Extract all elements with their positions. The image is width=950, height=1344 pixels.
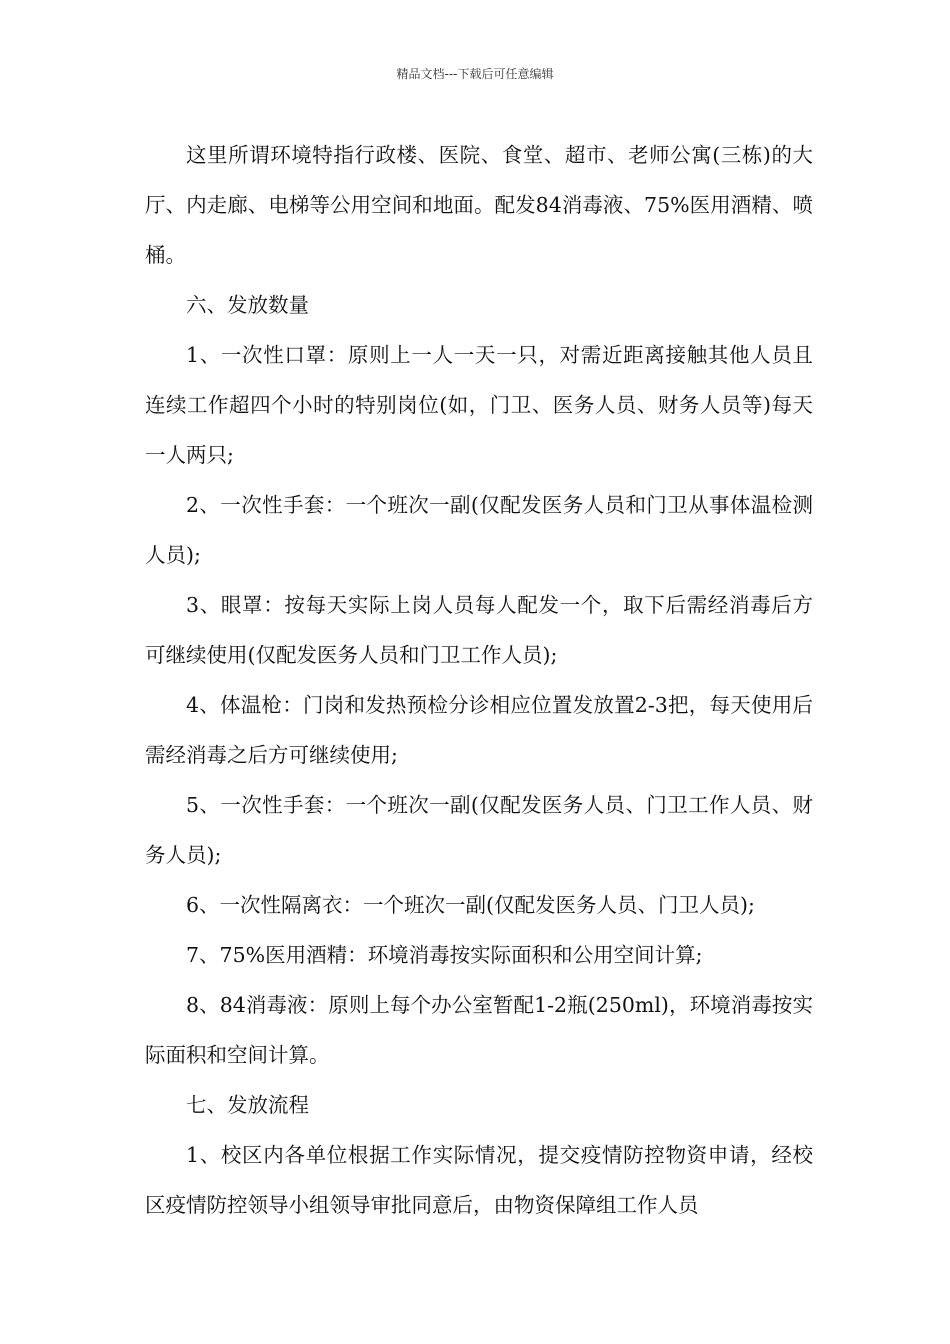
list-item-masks: 1、一次性口罩：原则上一人一天一只，对需近距离接触其他人员且连续工作超四个小时的特别岗位(如，门卫、医务人员、财务人员等)每天一人两只; — [145, 343, 813, 467]
list-item-alcohol: 7、75%医用酒精：环境消毒按实际面积和公用空间计算; — [186, 943, 703, 967]
list-item-gloves: 2、一次性手套：一个班次一副(仅配发医务人员和门卫从事体温检测人员); — [145, 493, 813, 567]
page-header: 精品文档---下载后可任意编辑 — [396, 67, 554, 81]
list-item-process-1: 1、校区内各单位根据工作实际情况，提交疫情防控物资申请，经校区疫情防控领导小组领导审批同意后，由物资保障组工作人员 — [145, 1143, 813, 1217]
list-item-isolation-gown: 6、一次性隔离衣：一个班次一副(仅配发医务人员、门卫人员); — [186, 893, 755, 917]
section-heading-process: 七、发放流程 — [186, 1093, 309, 1117]
list-item-thermometer: 4、体温枪：门岗和发热预检分诊相应位置发放置2-3把，每天使用后需经消毒之后方可继续使用; — [145, 693, 813, 767]
list-item-disinfectant: 8、84消毒液：原则上每个办公室暂配1-2瓶(250ml)，环境消毒按实际面积和空间计算。 — [145, 993, 813, 1067]
document-body — [145, 130, 813, 1230]
section-heading-quantity: 六、发放数量 — [186, 293, 309, 317]
list-item-gloves-2: 5、一次性手套：一个班次一副(仅配发医务人员、门卫工作人员、财务人员); — [145, 793, 813, 867]
list-item-goggles: 3、眼罩：按每天实际上岗人员每人配发一个，取下后需经消毒后方可继续使用(仅配发医务人员和门卫工作人员); — [145, 593, 813, 667]
paragraph-environment: 这里所谓环境特指行政楼、医院、食堂、超市、老师公寓(三栋)的大厅、内走廊、电梯等公用空间和地面。配发84消毒液、75%医用酒精、喷桶。 — [145, 143, 813, 267]
